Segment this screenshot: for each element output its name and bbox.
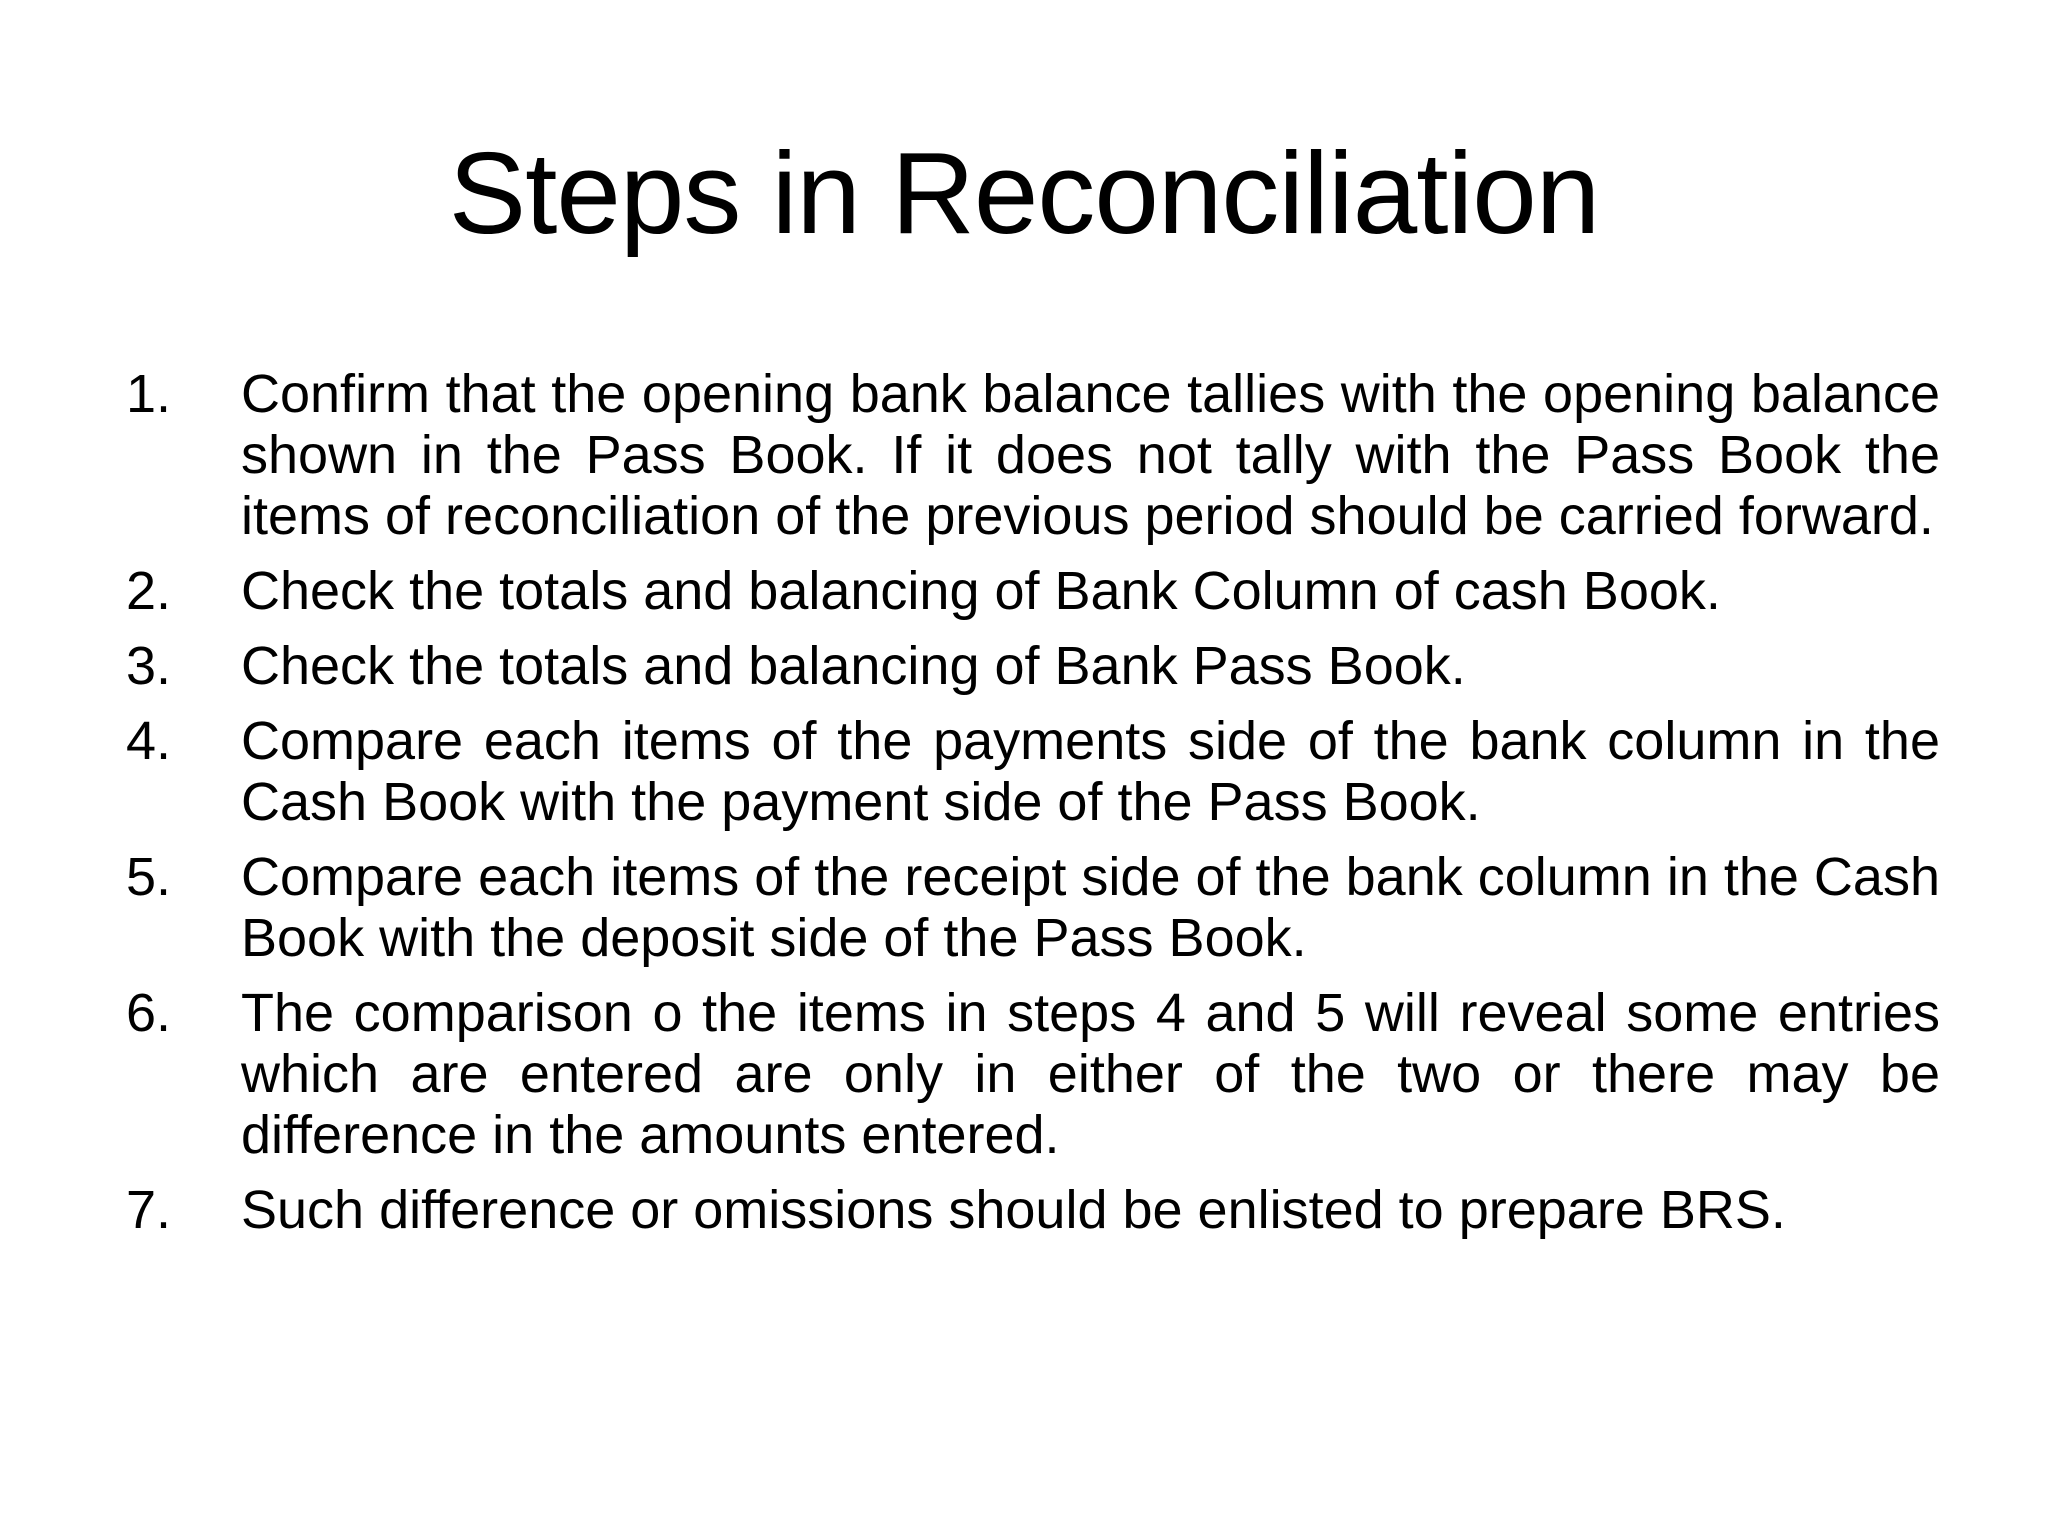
step-number: 3. bbox=[126, 636, 172, 696]
step-item-6 bbox=[126, 983, 1940, 1166]
step-item-7 bbox=[126, 1180, 1940, 1241]
step-text: Check the totals and balancing of Bank Column of cash Book. bbox=[241, 561, 1721, 621]
steps-list bbox=[126, 364, 1940, 1241]
step-item-5 bbox=[126, 847, 1940, 969]
step-text: Compare each items of the payments side of the bank column in the Cash Book with the payment side of the Pass Book. bbox=[241, 711, 1940, 832]
step-number: 7. bbox=[126, 1180, 172, 1240]
step-text: The comparison o the items in steps 4 and 5 will reveal some entries which are entered are only in either of the two or there may be difference in the amounts entered. bbox=[241, 983, 1940, 1165]
step-item-3 bbox=[126, 636, 1940, 697]
step-number: 6. bbox=[126, 983, 172, 1043]
step-text: Check the totals and balancing of Bank Pass Book. bbox=[241, 636, 1466, 696]
step-number: 1. bbox=[126, 364, 172, 424]
step-item-1 bbox=[126, 364, 1940, 547]
step-number: 4. bbox=[126, 711, 172, 771]
step-text: Such difference or omissions should be enlisted to prepare BRS. bbox=[241, 1180, 1786, 1240]
step-text: Confirm that the opening bank balance tallies with the opening balance shown in the Pass Book. If it does not tally with the Pass Book the items of reconciliation of the previous period should be carried forward. bbox=[241, 364, 1940, 546]
step-number: 2. bbox=[126, 561, 172, 621]
slide-title: Steps in Reconciliation bbox=[448, 128, 1600, 258]
step-item-2 bbox=[126, 561, 1940, 622]
step-number: 5. bbox=[126, 847, 172, 907]
step-text: Compare each items of the receipt side of the bank column in the Cash Book with the deposit side of the Pass Book. bbox=[241, 847, 1940, 968]
step-item-4 bbox=[126, 711, 1940, 833]
